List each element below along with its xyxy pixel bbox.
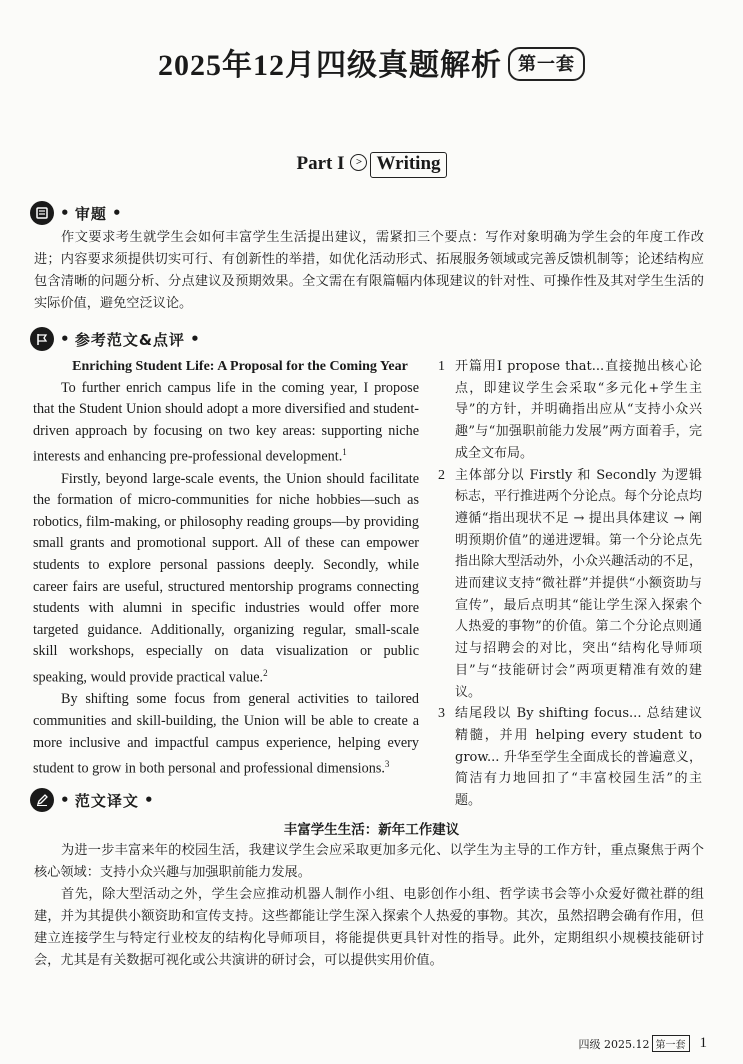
section-header-review: • 审题 • [30,200,122,226]
page-title [0,40,743,85]
page-number: 1 [699,1035,707,1051]
note-text: 主体部分以 Firstly 和 Secondly 为逻辑标志，平行推进两个分论点。每个分论点均遵循“指出现状不足 → 提出具体建议 → 阐明预期价值”的递进逻辑。第一个分论点先指出除大型活动外，小众兴趣活动的不足，进而建议支持“微社群”并提供“小额资助与宣传”，最后点明其“能让学生深入探索个人热爱的事物”的价值。第二个分论点则通过与招聘会的对比，突出“结构化导师项目”与“技能研讨会”两项更精准有效的建议。 [455,467,703,700]
note-text: 开篇用I propose that...直接抛出核心论点，即建议学生会采取“多元化+学生主导”的方针，并明确指出应从“支持小众兴趣”与“加强职前能力发展”两方面着手，完成全文布局。 [455,359,702,461]
part-heading [0,152,743,178]
note-ref: 2 [263,668,268,679]
essay-paragraph: By shifting some focus from general activities to tailored communities and skill-building, the Union will be able to create a more inclusive and impactful campus experience, helping every student to grow in both personal and professional dimensions.$^3$ [33,691,419,777]
pen-icon [30,788,54,812]
note-number: 1 [438,359,445,374]
translation-paragraph: 为进一步丰富来年的校园生活，我建议学生会应采取更加多元化、以学生为主导的工作方针，重点聚焦于两个核心领域：支持小众兴趣与加强职前能力发展。 [34,843,704,880]
note-item [438,703,702,812]
translation-paragraph: 首先，除大型活动之外，学生会应推动机器人制作小组、电影创作小组、哲学读书会等小众爱好微社群的组建，并为其提供小额资助和宣传支持。这些都能让学生深入探索个人热爱的事物。其次，虽然招聘会确有作用，但建立连接学生与特定行业校友的结构化导师项目，将能提供更具针对性的指导。此外，定期组织小规模技能研讨会，尤其是有关数据可视化或公共演讲的研讨会，可以提供实用价值。 [34,887,704,968]
commentary-notes [438,356,702,812]
note-number: 3 [438,706,445,722]
section-label-sample: 参考范文&点评 [74,330,185,349]
footer-label: 四级 2025.12 [578,1037,650,1051]
translation-title: 丰富学生生活：新年工作建议 [283,822,460,838]
section-label-translation: 范文译文 [74,791,139,810]
title-text: 2025年12月四级真题解析 [158,49,502,82]
part-name: Writing [370,152,446,178]
book-icon [30,201,54,225]
essay-paragraph: To further enrich campus life in the coming year, I propose that the Student Union should adopt a more diversified and student-driven approach by focusing on two key areas: supporting niche interests and enhancing pre-professional development.$^1$ [33,379,419,466]
note-item [438,356,702,465]
essay-title: Enriching Student Life: A Proposal for the Coming Year [72,359,408,374]
section-header-translation: • 范文译文 • [30,787,154,813]
sample-essay [33,356,419,780]
page-footer [579,1035,707,1052]
translation-text [34,840,704,972]
chevron-right-icon: > [350,154,367,171]
note-number: 2 [438,467,445,483]
review-text: 作文要求考生就学生会如何丰富学生生活提出建议，需紧扣三个要点：写作对象明确为学生会的年度工作改进；内容要求须提供切实可行、有创新性的举措，如优化活动形式、拓展服务领域或完善反馈机制等；论述结构应包含清晰的问题分析、分点建议及预期效果。全文需在有限篇幅内体现建议的针对性、可操作性及其对学生生活的实际价值，避免空泛议论。 [34,230,704,311]
footer-tag: 第一套 [652,1035,690,1052]
essay-paragraph: Firstly, beyond large-scale events, the Union should facilitate the formation of micro-communities for niche hobbies—such as robotics, film-making, or philosophy reading groups—by providing small grants and promotional support. All of these can empower students to explore personal passions deeply. Secondly, while career fairs are useful, structured mentorship programs connecting students with alumni in specific industries would offer more targeted guidance. Additionally, organizing regular, small-scale skill workshops, especially on data visualization or public speaking, would provide practical value.$^2$ [33,470,419,686]
section-label-review: 审题 [74,204,107,223]
note-ref: 1 [342,447,347,458]
section-header-sample: • 参考范文&点评 • [30,326,200,352]
flag-icon [30,327,54,351]
set-tag: 第一套 [508,47,585,81]
part-label: Part I [296,153,345,174]
note-item [438,465,702,704]
note-text: 结尾段以 By shifting focus... 总结建议精髓，并用 helping every student to grow... 升华至学生全面成长的普遍意义，简洁有力地回扣了“丰富校园生活”的主题。 [455,706,702,809]
note-ref: 3 [384,759,390,770]
